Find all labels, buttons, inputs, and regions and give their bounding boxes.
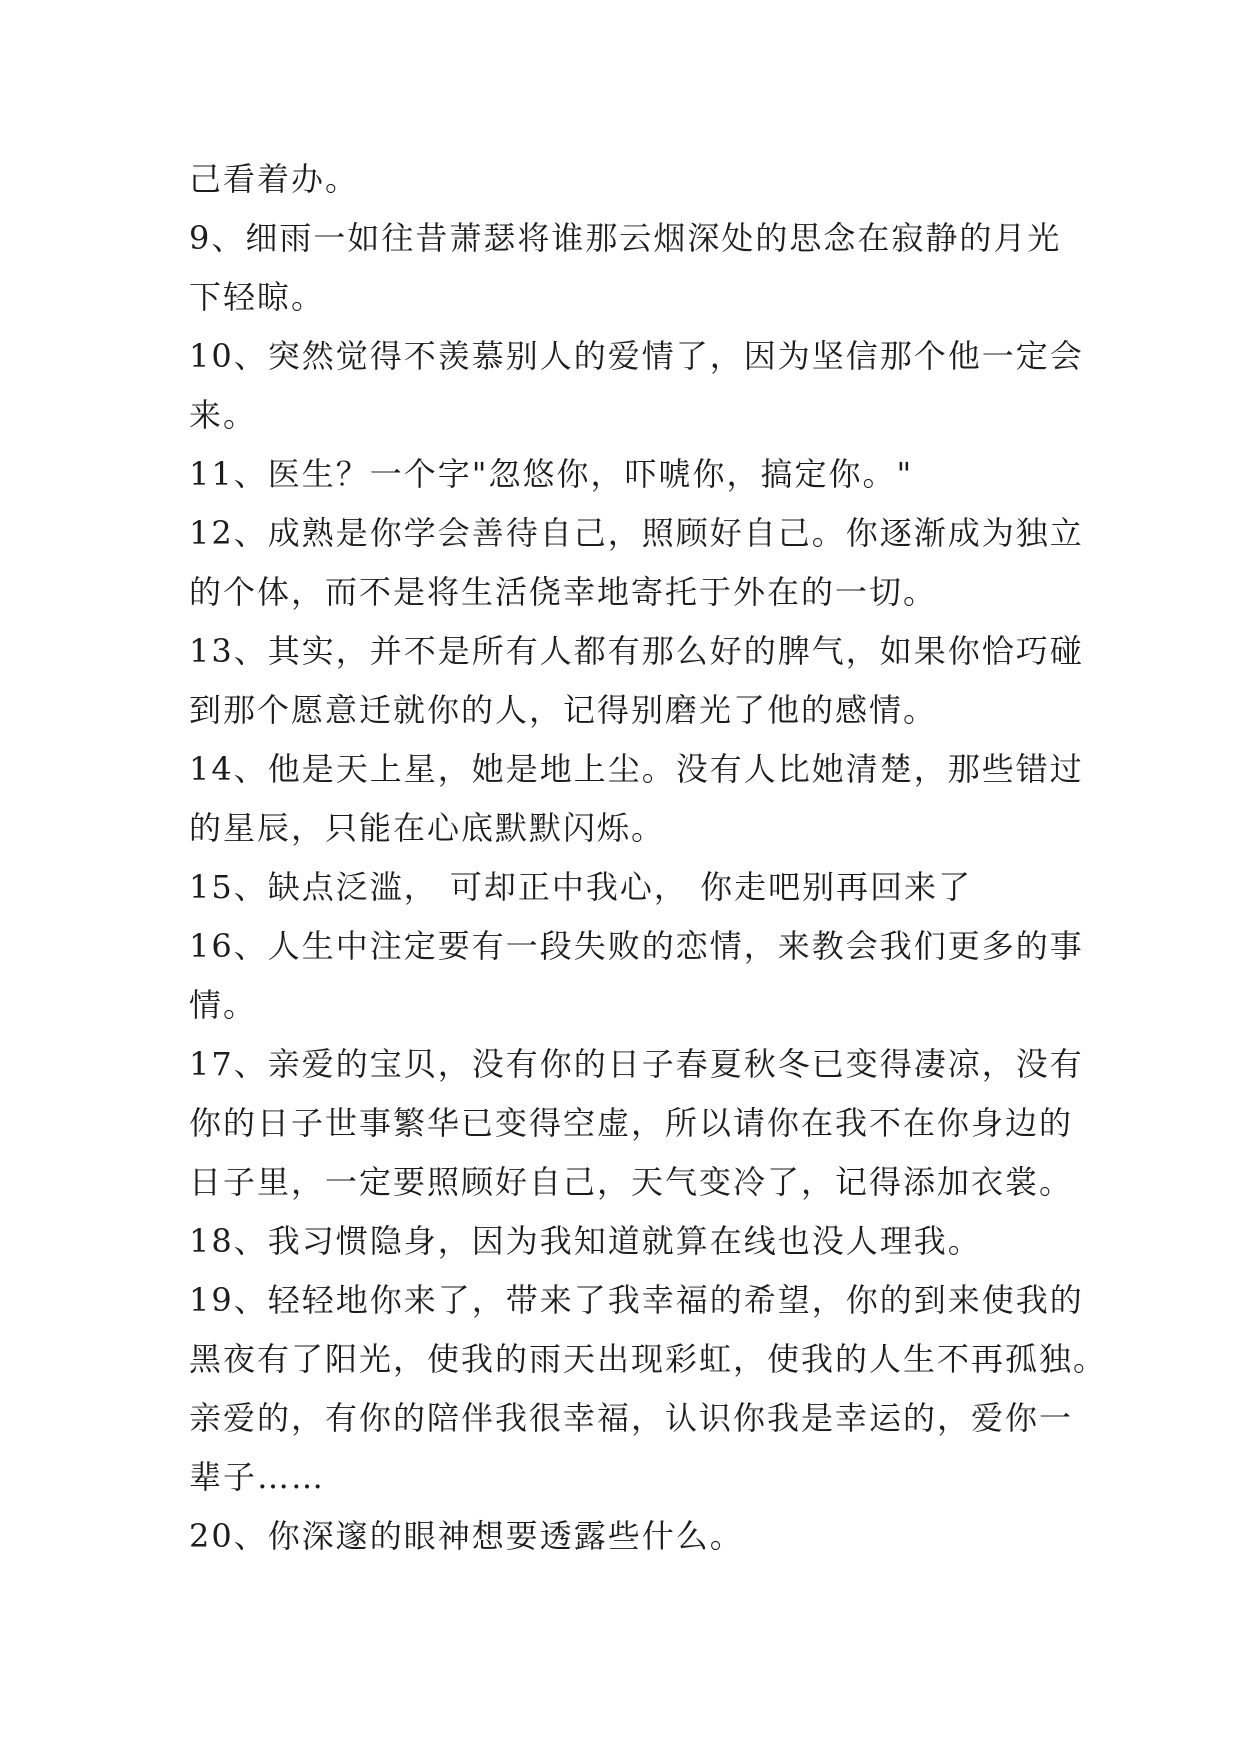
text-line: 的个体，而不是将生活侥幸地寄托于外在的一切。	[189, 573, 938, 611]
text-line: 10、突然觉得不羡慕别人的爱情了，因为坚信那个他一定会	[189, 337, 1084, 375]
text-line: 13、其实，并不是所有人都有那么好的脾气，如果你恰巧碰	[189, 632, 1084, 670]
text-line: 9、细雨一如往昔萧瑟将谁那云烟深处的思念在寂静的月光	[189, 219, 1062, 257]
text-line: 16、人生中注定要有一段失败的恋情，来教会我们更多的事	[189, 927, 1084, 965]
text-line: 15、缺点泛滥， 可却正中我心， 你走吧别再回来了	[189, 868, 973, 906]
text-line: 18、我习惯隐身，因为我知道就算在线也没人理我。	[189, 1222, 982, 1260]
text-line: 14、他是天上星，她是地上尘。没有人比她清楚，那些错过	[189, 750, 1084, 788]
text-line: 12、成熟是你学会善待自己，照顾好自己。你逐渐成为独立	[189, 514, 1084, 552]
text-line: 黑夜有了阳光，使我的雨天出现彩虹，使我的人生不再孤独。	[189, 1340, 1108, 1378]
text-line: 17、亲爱的宝贝，没有你的日子春夏秋冬已变得凄凉，没有	[189, 1045, 1084, 1083]
text-line: 辈子……	[189, 1458, 326, 1496]
text-line: 日子里，一定要照顾好自己，天气变冷了，记得添加衣裳。	[189, 1163, 1074, 1201]
text-line: 下轻晾。	[189, 278, 326, 316]
text-line: 亲爱的，有你的陪伴我很幸福，认识你我是幸运的，爱你一	[189, 1399, 1074, 1437]
text-line: 来。	[189, 396, 258, 434]
text-line: 11、医生？一个字"忽悠你，吓唬你，搞定你。"	[189, 455, 914, 493]
text-line: 情。	[189, 986, 258, 1024]
text-line: 到那个愿意迁就你的人，记得别磨光了他的感情。	[189, 691, 938, 729]
document-body	[189, 150, 1108, 1566]
text-line: 的星辰，只能在心底默默闪烁。	[189, 809, 666, 847]
text-line: 己看着办。	[189, 160, 360, 198]
text-line: 你的日子世事繁华已变得空虚，所以请你在我不在你身边的	[189, 1104, 1074, 1142]
text-line: 20、你深邃的眼神想要透露些什么。	[189, 1517, 744, 1555]
text-line: 19、轻轻地你来了，带来了我幸福的希望，你的到来使我的	[189, 1281, 1084, 1319]
